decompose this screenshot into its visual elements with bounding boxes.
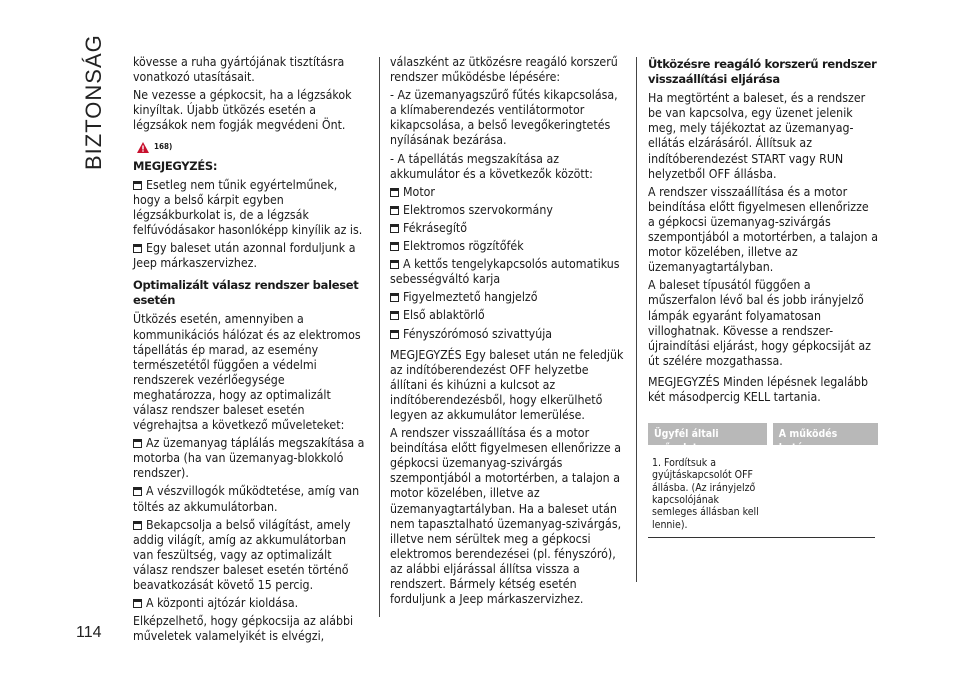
column-2 [390, 55, 625, 610]
paragraph: Ne vezesse a gépkocsit, ha a légzsákok kinyíltak. Újabb ütközés esetén a légzsákok nem fogják megvédeni Önt. [133, 88, 352, 133]
bullet-icon [390, 293, 399, 302]
table-bottom-rule [648, 537, 875, 538]
table-header-cell: Ügyfél általi művelet [648, 423, 767, 445]
bullet-icon [133, 244, 142, 253]
bullet-item: Elektromos szervokormány [390, 203, 625, 218]
table-header-cell: A működés hatása [773, 423, 878, 445]
bullet-item: Bekapcsolja a belső világítást, amely addig világít, amíg az akkumulátorban van feszültség, vagy az optimalizált válasz rendszer baleset esetén történő beavatkozását követő 15 percig. [133, 517, 351, 592]
paragraph: A rendszer visszaállítása és a motor beindítása előtt figyelmesen ellenőrizze a gépkocsi üzemanyag-szivárgás szempontjából a motortérben, a talajon a motor közelében, illetve az üzemanyagtartályban. Ha a baleset után nem tapasztalható üzemanyag-szivárgás, illetve nem sérültek meg a gépkocsi elektromos berendezései (pl. fényszóró), az alábbi eljárással állítsa vissza a rendszert. Bármely kétség esetén forduljunk a Jeep márkaszervizhez. [390, 426, 622, 607]
bullet-item: Motor [390, 185, 625, 200]
bullet-item: Első ablaktörlő [390, 308, 625, 323]
table-header [648, 423, 878, 455]
column-1 [133, 55, 368, 647]
bullet-icon [390, 311, 399, 320]
bullet-icon [133, 181, 142, 190]
column-divider [636, 57, 637, 582]
paragraph: A baleset típusától függően a műszerfalon lévő bal és jobb irányjelző lámpák egyaránt folyamatosan villoghatnak. Kövesse a rendszer-újraindítási eljárást, hogy gépkocsiját az út szélére mozgathassa. [648, 278, 871, 368]
bullet-item: Az üzemanyag táplálás megszakítása a motorba (ha van üzemanyag-blokkoló rendszer). [133, 436, 365, 481]
bullet-icon [133, 521, 142, 530]
paragraph: - Az üzemanyagszűrő fűtés kikapcsolása, a klímaberendezés ventilátormotor kikapcsolása, a belső levegőkeringtetés nyílásának bezárása. [390, 88, 618, 148]
procedure-table [648, 423, 878, 538]
side-title-text: BIZTONSÁG [81, 34, 106, 170]
paragraph: MEGJEGYZÉS Egy baleset után ne feledjük az indítóberendezést OFF helyzetbe állítani és kihúzni a kulcsot az indítóberendezésből, hogy elkerülhető legyen az akkumulátor lemerülése. [390, 347, 624, 422]
column-3 [648, 55, 878, 538]
paragraph: Ha megtörtént a baleset, és a rendszer be van kapcsolva, egy üzenet jelenik meg, mely tájékoztat az üzemanyag-ellátás elzárásáról. Állítsuk az indítóberendezést START vagy RUN helyzetből OFF állásba. [648, 91, 866, 181]
note-heading: MEGJEGYZÉS: [133, 158, 218, 173]
bullet-item: A vészvillogók működtetése, amíg van töltés az akkumulátorban. [133, 484, 360, 514]
table-cell: 1. Fordítsuk a gyújtáskapcsolót OFF állásba. (Az irányjelző kapcsolójának semleges állásban kell lennie). [652, 457, 759, 531]
section-heading: Optimalizált válasz rendszer baleset esetén [133, 278, 359, 308]
bullet-item: A kettős tengelykapcsolós automatikus sebességváltó karja [390, 257, 620, 287]
bullet-item: Esetleg nem tűnik egyértelműnek, hogy a belső kárpit egyben légzsákburkolat is, de a légzsák felfúvódásakor hasonlóképp kinyílik az is. [133, 177, 363, 237]
paragraph: A rendszer visszaállítása és a motor beindítása előtt figyelmesen ellenőrizze a gépkocsi üzemanyag-szivárgás szempontjából a motortérben, a talajon a motor közelében, illetve az üzemanyagtartályban. [648, 184, 878, 275]
bullet-item: Elektromos rögzítőfék [390, 239, 625, 254]
bullet-icon [390, 188, 399, 197]
bullet-item: Fényszórómosó szivattyúja [390, 327, 625, 342]
bullet-icon [390, 260, 399, 269]
bullet-icon [390, 330, 399, 339]
warning-triangle-icon [137, 142, 149, 153]
bullet-icon [390, 242, 399, 251]
warning-ref-number: 168) [154, 142, 173, 152]
bullet-icon [390, 206, 399, 215]
bullet-item: Egy baleset után azonnal forduljunk a Jeep márkaszervizhez. [133, 241, 356, 271]
paragraph: - A tápellátás megszakítása az akkumulátor és a következők között: [390, 151, 593, 181]
bullet-icon [390, 224, 399, 233]
bullet-icon [133, 487, 142, 496]
bullet-icon [133, 599, 142, 608]
section-heading: Ütközésre reagáló korszerű rendszer visszaállítási eljárása [648, 57, 877, 87]
paragraph: Elképzelhető, hogy gépkocsija az alábbi műveletek valamelyikét is elvégzi, [133, 614, 354, 644]
bullet-icon [133, 439, 142, 448]
bullet-item: A központi ajtózár kioldása. [133, 596, 368, 611]
bullet-item: Figyelmeztető hangjelző [390, 290, 625, 305]
paragraph: Ütközés esetén, amennyiben a kommunikációs hálózat és az elektromos tápellátás ép marad, az esemény természetétől függően a védelmi rendszerek vezérlőegysége meghatározza, hogy az optimalizált válasz rendszer baleset esetén végrehajtsa a következő műveleteket: [133, 312, 361, 433]
column-divider [379, 57, 380, 617]
paragraph: válaszként az ütközésre reagáló korszerű rendszer működésbe lépésére: [390, 55, 618, 85]
component-list [390, 185, 625, 342]
paragraph: kövesse a ruha gyártójának tisztításra vonatkozó utasításait. [133, 55, 345, 85]
section-side-title [74, 34, 114, 177]
warning-reference [137, 139, 368, 154]
bullet-item: Fékrásegítő [390, 221, 625, 236]
paragraph: MEGJEGYZÉS Minden lépésnek legalább két másodpercig KELL tartania. [648, 374, 868, 404]
page-number: 114 [76, 624, 102, 641]
